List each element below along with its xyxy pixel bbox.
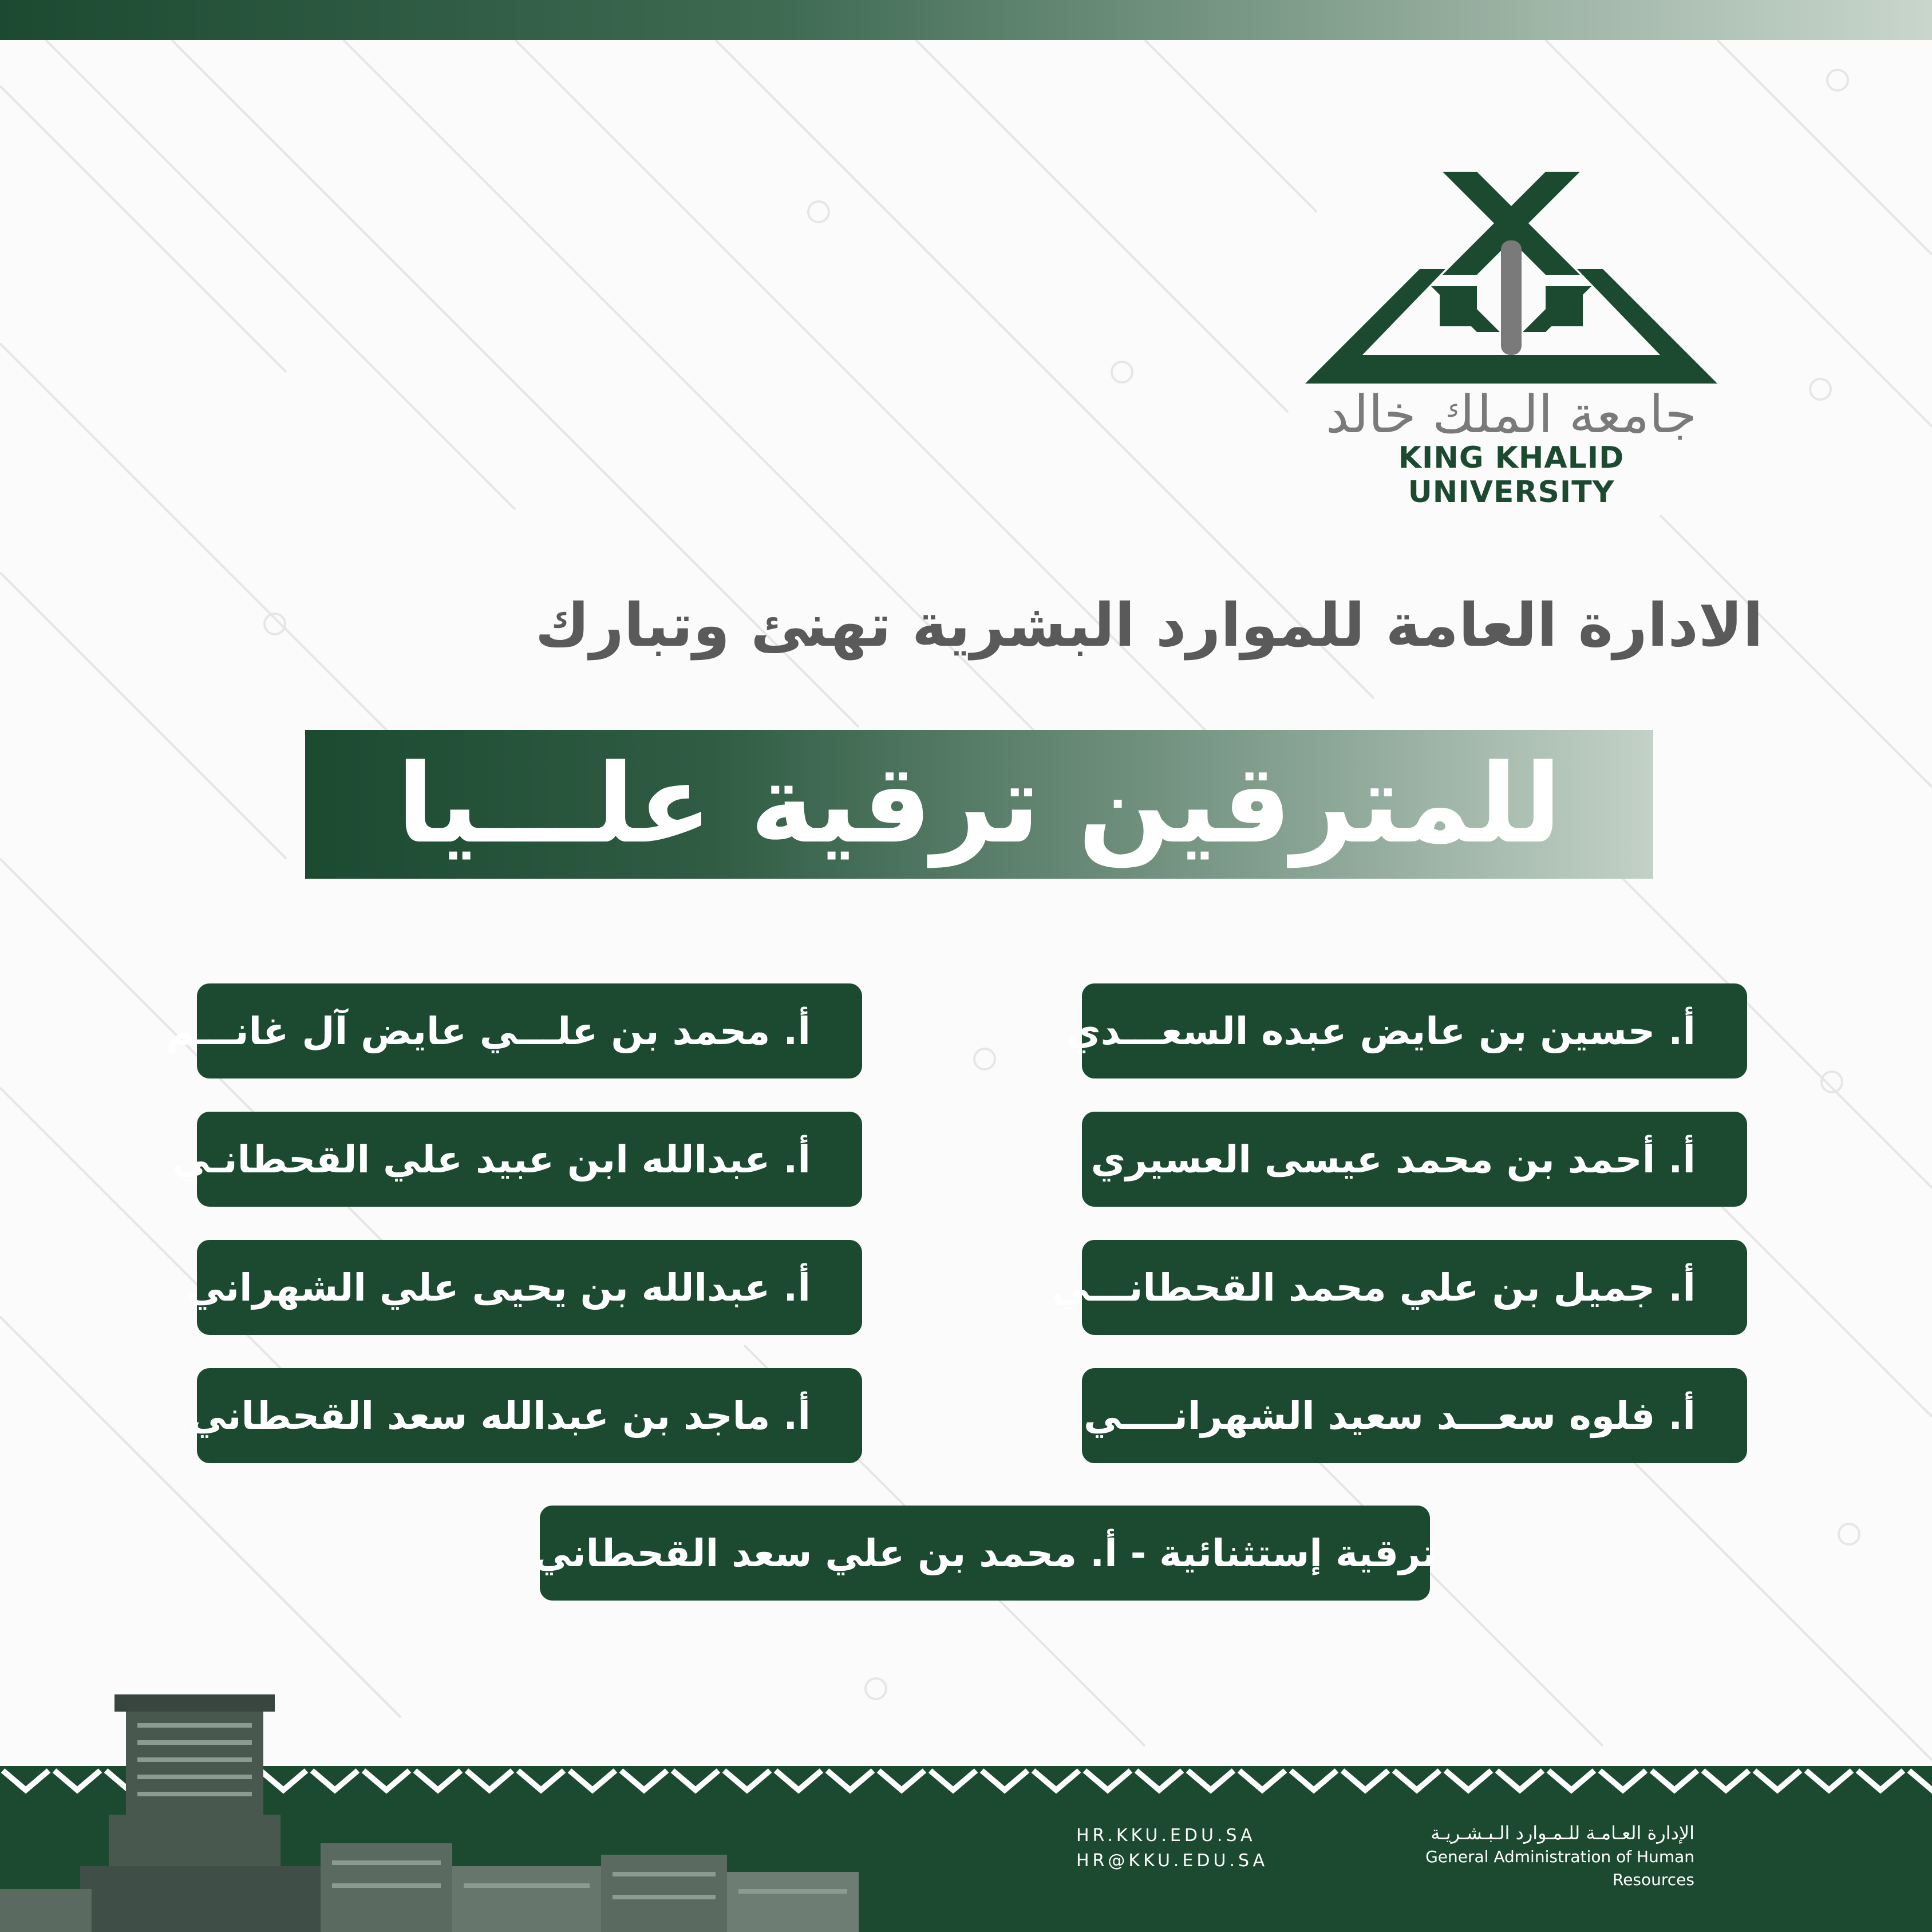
promotion-card (1066, 983, 1747, 1078)
footer-contact (1076, 1823, 1268, 1874)
email-link[interactable]: HR@KKU.EDU.SA (1076, 1851, 1269, 1871)
website-link[interactable]: HR.KKU.EDU.SA (1076, 1826, 1256, 1846)
promotion-name: أ. فلوه سعـــد سعيد الشهرانــــي (1084, 1393, 1696, 1438)
headline: الادارة العامة للموارد البشرية تهنئ وتبارك (535, 590, 1763, 660)
logo-english-name: KING KHALID UNIVERSITY (1398, 441, 1625, 509)
promotion-card (172, 1112, 862, 1207)
footer-department (1340, 1820, 1694, 1891)
promotion-card (188, 1368, 862, 1463)
promotion-name: أ. عبدالله بن يحيى علي الشهراني (187, 1265, 811, 1310)
special-promotion-card (534, 1506, 1436, 1601)
promotion-card (166, 983, 862, 1078)
promotion-name: أ. حسين بن عايض عبده السعـــدي (1066, 1009, 1696, 1053)
promotion-card (1082, 1112, 1747, 1207)
promotion-name: أ. محمد بن علـــي عايض آل غانـــم (166, 1009, 811, 1053)
promotion-card (1082, 1368, 1747, 1463)
banner-title: للمترقين ترقية علـــيا (396, 741, 1562, 867)
campus-buildings-illustration (0, 1694, 916, 1932)
top-gradient-bar (0, 0, 1932, 40)
palm-emblem-icon (1305, 172, 1717, 395)
department-arabic: الإدارة العـامـة للـمـوارد الـبـشـريـة (1431, 1822, 1694, 1844)
promotion-name: أ. ماجد بن عبدالله سعد القحطاني (188, 1393, 811, 1438)
promotion-card (1052, 1240, 1747, 1335)
university-logo (1305, 172, 1717, 509)
promotion-card (187, 1240, 862, 1335)
promotion-name: أ. جميل بن علي محمد القحطانـــي (1052, 1265, 1696, 1310)
special-promotion-name: ترقية إستثنائية - أ. محمد بن علي سعد القحطاني (534, 1531, 1436, 1575)
title-banner (305, 730, 1653, 879)
promotion-name: أ. أحمد بن محمد عيسى العسيري (1091, 1137, 1696, 1182)
department-english: General Administration of Human Resources (1425, 1847, 1694, 1889)
promotion-name: أ. عبدالله ابن عبيد علي القحطانـي (172, 1137, 811, 1182)
logo-arabic-name: جامعة الملك خالد (1326, 385, 1697, 445)
